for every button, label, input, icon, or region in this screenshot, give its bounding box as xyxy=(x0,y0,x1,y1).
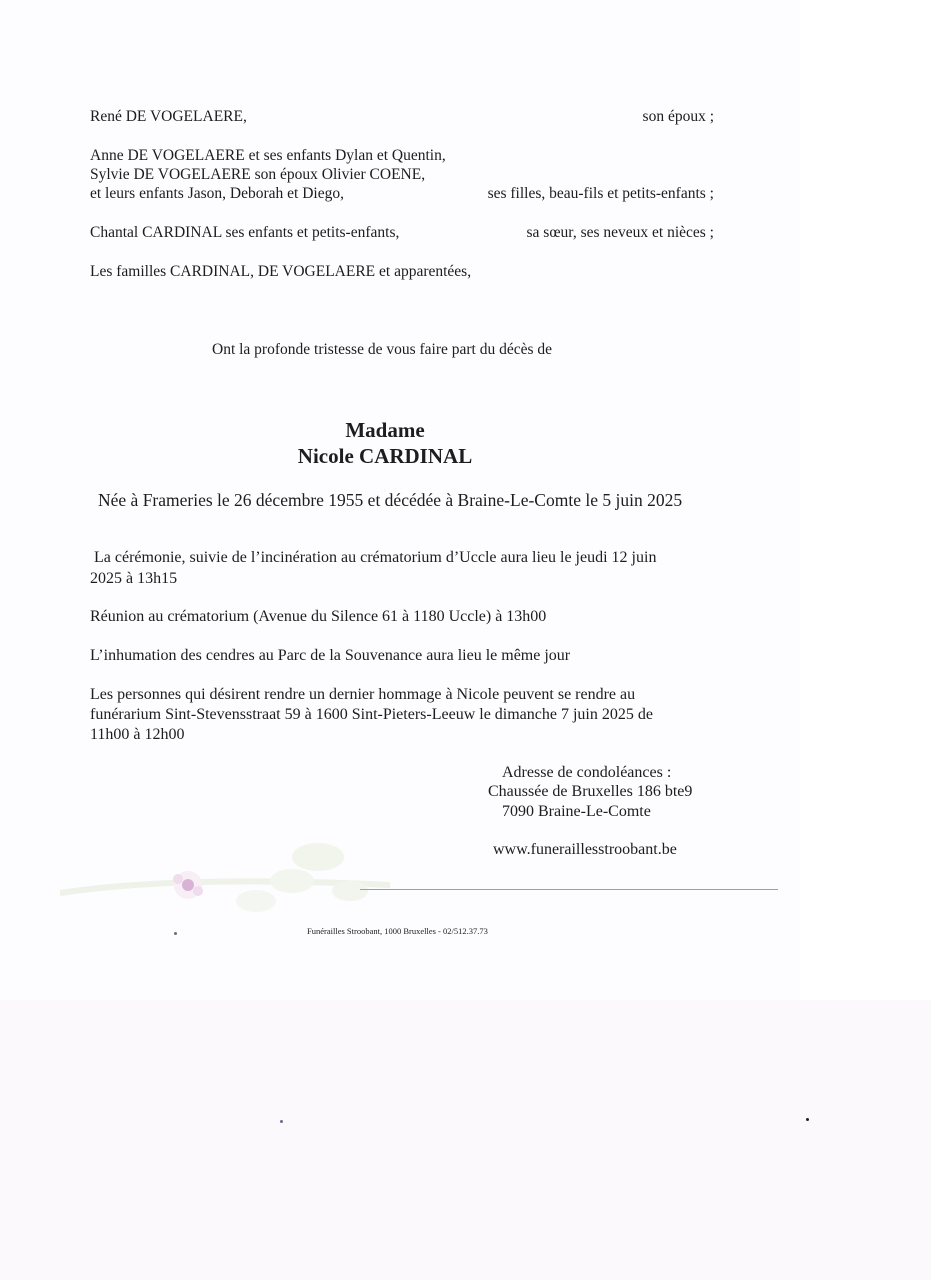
scan-speck xyxy=(174,932,177,935)
condolences-website: www.funeraillesstroobant.be xyxy=(493,841,677,858)
page-lower-area xyxy=(0,1000,931,1280)
condolences-city: 7090 Braine-Le-Comte xyxy=(502,803,651,820)
ceremony-line-2: 2025 à 13h15 xyxy=(90,570,178,587)
scan-speck xyxy=(806,1118,809,1121)
family-line-anne: Anne DE VOGELAERE et ses enfants Dylan et Quentin, xyxy=(90,147,446,164)
deceased-name: Nicole CARDINAL xyxy=(297,444,473,468)
visit-line-3: 11h00 à 12h00 xyxy=(90,726,185,743)
condolences-label: Adresse de condoléances : xyxy=(502,764,672,781)
family-relation-husband: son époux ; xyxy=(642,108,714,125)
footer-funeral-home: Funérailles Stroobant, 1000 Bruxelles - 02/512.37.73 xyxy=(307,926,488,936)
reunion-text: Réunion au crématorium (Avenue du Silence 61 à 1180 Uccle) à 13h00 xyxy=(90,608,547,625)
orchid-illustration xyxy=(60,835,400,925)
condolences-street: Chaussée de Bruxelles 186 bte9 xyxy=(488,783,693,800)
family-relation-daughters: ses filles, beau-fils et petits-enfants ; xyxy=(487,185,714,202)
family-line-sylvie: Sylvie DE VOGELAERE son époux Olivier COENE, xyxy=(90,166,426,183)
family-line-grandchildren: et leurs enfants Jason, Deborah et Diego, xyxy=(90,185,344,202)
ceremony-line-1: La cérémonie, suivie de l’incinération au crématorium d’Uccle aura lieu le jeudi 12 juin xyxy=(94,549,657,566)
family-line-families: Les familles CARDINAL, DE VOGELAERE et apparentées, xyxy=(90,263,472,280)
family-relation-sister: sa sœur, ses neveux et nièces ; xyxy=(526,224,714,241)
deceased-dates: Née à Frameries le 26 décembre 1955 et décédée à Braine-Le-Comte le 5 juin 2025 xyxy=(98,490,683,510)
visit-line-1: Les personnes qui désirent rendre un dernier hommage à Nicole peuvent se rendre au xyxy=(90,686,636,703)
visit-line-2: funérarium Sint-Stevensstraat 59 à 1600 Sint-Pieters-Leeuw le dimanche 7 juin 2025 de xyxy=(90,706,653,723)
scan-speck xyxy=(280,1120,283,1123)
deceased-title: Madame xyxy=(345,418,425,442)
divider-line xyxy=(360,889,778,890)
announcement-text: Ont la profonde tristesse de vous faire part du décès de xyxy=(212,341,553,358)
inhumation-text: L’inhumation des cendres au Parc de la Souvenance aura lieu le même jour xyxy=(90,647,571,664)
family-line-husband: René DE VOGELAERE, xyxy=(90,108,247,125)
family-line-chantal: Chantal CARDINAL ses enfants et petits-enfants, xyxy=(90,224,400,241)
